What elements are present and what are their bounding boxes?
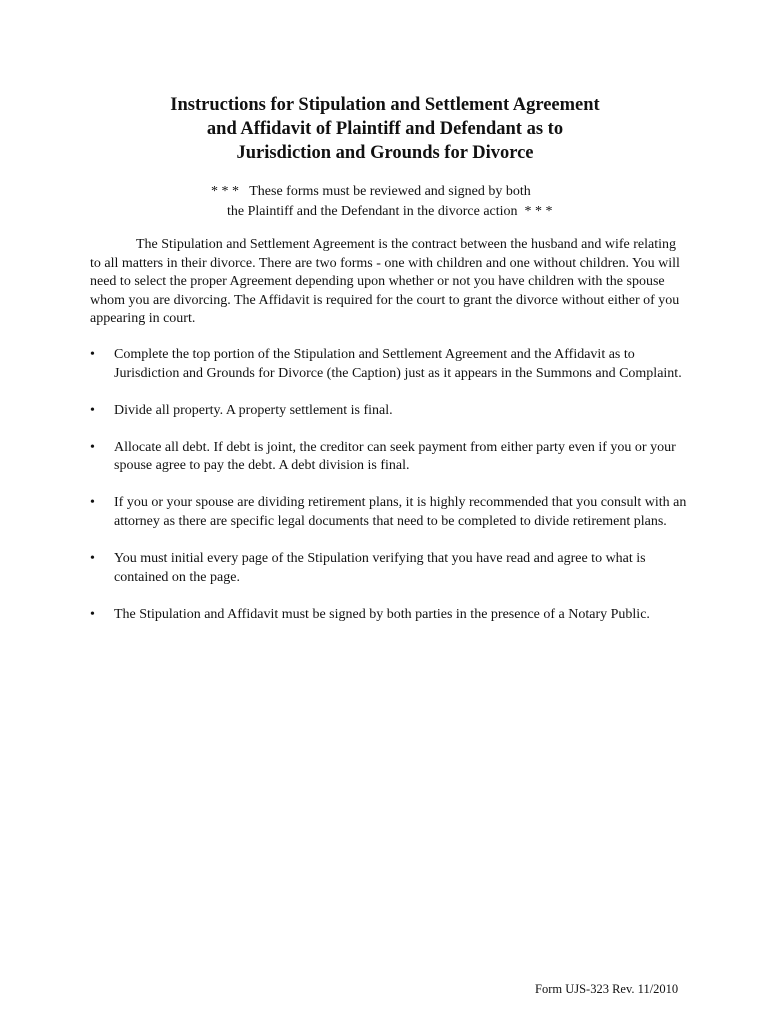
list-item: [90, 402, 688, 421]
page-title: [0, 93, 770, 165]
form-number-footer: Form UJS-323 Rev. 11/2010: [535, 982, 679, 996]
list-item: [90, 550, 688, 587]
intro-paragraph: The Stipulation and Settlement Agreement is the contract between the husband and wife relating to all matters in their divorce. There are two forms - one with children and one without children. You will need to select the proper Agreement depending upon whether or not you have children with the spouse whom you are divorcing. The Affidavit is required for the court to grant the divorce without either of you appearing in court.: [90, 237, 680, 327]
bullet-icon: •: [90, 402, 95, 418]
bullet-icon: •: [90, 551, 95, 567]
title-line-1: Instructions for Stipulation and Settlement Agreement: [170, 95, 600, 115]
title-line-3: Jurisdiction and Grounds for Divorce: [236, 143, 534, 163]
title-line-2: and Affidavit of Plaintiff and Defendant as to: [206, 119, 564, 139]
instruction-list: [90, 346, 688, 643]
bullet-icon: •: [90, 495, 95, 511]
list-item: [90, 606, 688, 625]
list-item-text: Complete the top portion of the Stipulation and Settlement Agreement and the Affidavit as to Jurisdiction and Grounds for Divorce (the Caption) just as it appears in the Summons and Complaint.: [114, 347, 682, 381]
list-item-text: If you or your spouse are dividing retirement plans, it is highly recommended that you consult with an attorney as there are specific legal documents that need to be completed to divide retirement plans.: [114, 495, 687, 530]
list-item-text: Divide all property. A property settlement is final.: [114, 402, 393, 418]
list-item: [90, 439, 688, 476]
notice-line-1: * * * These forms must be reviewed and signed by both: [211, 184, 531, 199]
bullet-icon: •: [90, 439, 95, 455]
notice-line-2: the Plaintiff and the Defendant in the divorce action * * *: [227, 204, 553, 219]
list-item: [90, 346, 688, 383]
list-item-text: The Stipulation and Affidavit must be signed by both parties in the presence of a Notary Public.: [114, 606, 650, 622]
list-item-text: You must initial every page of the Stipulation verifying that you have read and agree to what is contained on the page.: [114, 551, 646, 585]
list-item-text: Allocate all debt. If debt is joint, the creditor can seek payment from either party even if you or your spouse agree to pay the debt. A debt division is final.: [114, 439, 676, 474]
list-item: [90, 494, 688, 531]
bullet-icon: •: [90, 606, 95, 622]
bullet-icon: •: [90, 347, 95, 362]
